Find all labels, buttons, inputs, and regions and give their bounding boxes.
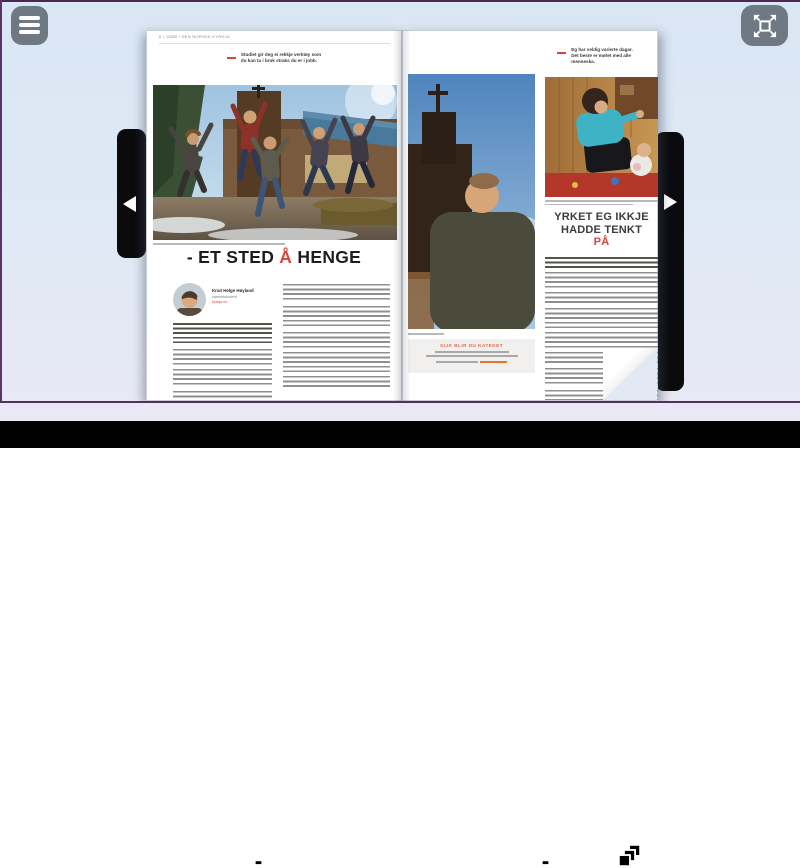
lower-strip: [0, 401, 800, 421]
info-box-link[interactable]: [480, 361, 507, 363]
group-jump-photo: [153, 85, 397, 240]
skip-to-first-icon: [84, 846, 118, 865]
photo-caption: [545, 204, 633, 206]
body-text-block: [545, 292, 658, 304]
body-text-block: [283, 352, 390, 372]
body-text-block: [545, 272, 658, 288]
author-link[interactable]: kyrkja.no: [212, 300, 228, 304]
pull-quote-line: Studiet gir deg ei rekkje verktøy som: [240, 52, 322, 57]
headline-accent: PÅ: [593, 236, 610, 248]
first-page-button[interactable]: [84, 845, 118, 866]
woman-baby-photo: [545, 77, 658, 197]
window-frame-left: [0, 0, 2, 421]
quote-dash-icon: [557, 52, 566, 54]
page-curl[interactable]: [603, 348, 657, 400]
pull-quote-line: Det beste er møtet med alle: [571, 53, 631, 58]
info-box-link-row: [408, 361, 535, 363]
info-box-line: [426, 355, 518, 357]
headline-right: [545, 211, 658, 249]
last-page-button[interactable]: [682, 845, 716, 866]
pull-quote-line: du kan ta i bruk straks du er i jobb.: [240, 58, 317, 63]
pull-quote-line: menneska.: [571, 59, 595, 64]
photo-caption: [408, 333, 444, 335]
body-text-block: [283, 284, 390, 302]
body-text-column: [173, 323, 272, 404]
body-text-column: [283, 284, 390, 394]
info-box-title: SLIK BLIR DU KATEKET: [440, 343, 503, 348]
fullscreen-button[interactable]: [741, 5, 788, 46]
body-text-block: [173, 349, 272, 365]
body-text-block: [173, 369, 272, 387]
body-text-block: [283, 332, 390, 348]
pull-quote-right: [531, 47, 659, 65]
photo-caption: [153, 243, 285, 245]
headline-left: [147, 247, 401, 268]
page-indicator: Side 6 / 16: [356, 847, 425, 862]
comment-view-button[interactable]: [155, 845, 181, 866]
body-text-block: [173, 323, 272, 345]
info-box-line: [435, 351, 509, 353]
quote-dash-icon: [227, 57, 236, 59]
arrow-right-icon: [664, 194, 677, 210]
menu-button[interactable]: [11, 6, 48, 45]
photo-caption: [545, 200, 658, 202]
stacked-pages-icon: [617, 843, 642, 868]
speech-bubble-icon: [155, 843, 181, 868]
magazine-page-left[interactable]: [146, 30, 402, 401]
author-avatar: [173, 283, 206, 316]
body-text-block: [545, 332, 658, 348]
window-frame-top: [0, 0, 800, 2]
pull-quote-left: [147, 52, 401, 64]
info-box-line: [436, 361, 478, 363]
folio-rule: [159, 43, 390, 44]
headline-text: HADDE TENKT: [560, 223, 643, 236]
hamburger-menu-icon: [11, 16, 48, 34]
author-byline: [173, 283, 254, 316]
next-page-button[interactable]: [655, 132, 684, 391]
headline-text: - ET STED: [186, 247, 280, 267]
body-text-block: [283, 376, 390, 390]
print-secondary-button[interactable]: [532, 845, 559, 866]
author-name: Knut Helge Høyland: [212, 288, 254, 293]
body-text-block: [545, 308, 658, 328]
info-box: [408, 339, 535, 373]
headline-text: HENGE: [292, 247, 362, 267]
pull-quote-line: Eg har veldig varierte dagar.: [571, 47, 633, 52]
intro-text-block: [545, 257, 658, 268]
magazine-page-right[interactable]: [402, 30, 658, 401]
print-button[interactable]: [245, 845, 272, 866]
headline-text: YRKET EG IKKJE: [554, 211, 649, 223]
printer-icon: [532, 845, 559, 866]
skip-to-last-icon: [682, 846, 716, 865]
body-text-block: [283, 306, 390, 328]
thumbnails-button[interactable]: [617, 845, 642, 866]
prev-page-button[interactable]: [117, 129, 146, 258]
bottom-toolbar: [0, 421, 800, 862]
portrait-photo: [408, 74, 535, 329]
arrow-left-icon: [123, 196, 136, 212]
headline-accent: Å: [279, 247, 293, 267]
fullscreen-expand-icon: [753, 14, 777, 38]
body-text-block: [173, 391, 272, 400]
folio-header: 6 | JOBB I DEN NORSKE KYRKJA: [159, 34, 230, 39]
magazine-spread: [146, 30, 658, 401]
printer-icon: [245, 845, 272, 866]
author-role: kateketstudent: [212, 294, 237, 299]
